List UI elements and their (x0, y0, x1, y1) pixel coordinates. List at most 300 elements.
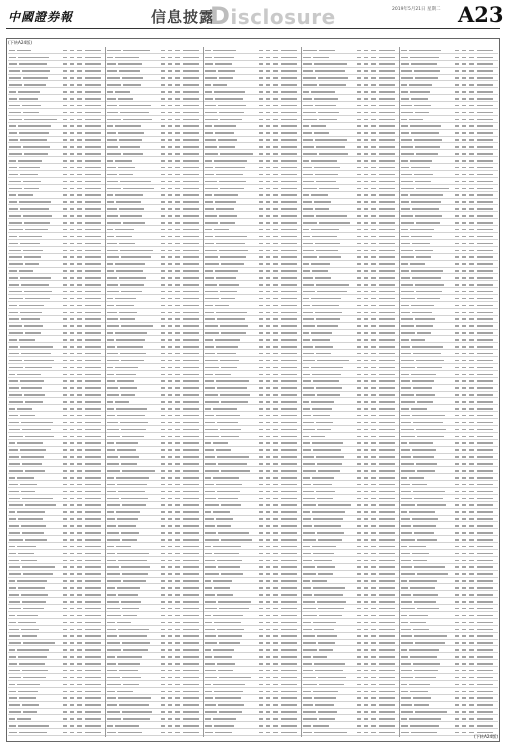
table-cell-text (9, 105, 20, 107)
table-row (8, 371, 105, 378)
table-cell-text (357, 560, 361, 562)
table-cell-text (161, 436, 165, 438)
table-cell-text (183, 360, 199, 362)
table-row (204, 702, 301, 709)
table-cell-text (379, 77, 395, 79)
table-cell-text (259, 250, 263, 252)
table-cell-text (175, 256, 180, 258)
table-cell-text (379, 194, 395, 196)
table-cell-text (21, 560, 37, 562)
table-cell-text (183, 256, 199, 258)
table-cell-text (462, 697, 466, 699)
table-cell-text (371, 174, 376, 176)
table-cell-text (281, 325, 297, 327)
table-cell-text (107, 222, 121, 224)
table-cell-text (455, 250, 459, 252)
table-cell-text (357, 201, 361, 203)
table-cell-text (168, 573, 172, 575)
table-cell-text (183, 573, 199, 575)
table-cell-text (168, 566, 172, 568)
table-cell-text (281, 546, 297, 548)
table-cell-text (107, 70, 117, 72)
table-cell-text (77, 663, 82, 665)
table-cell-text (161, 243, 165, 245)
table-cell-text (168, 394, 172, 396)
table-cell-text (9, 511, 15, 513)
table-cell-text (117, 553, 149, 555)
table-cell-text (183, 243, 199, 245)
table-cell-text (77, 125, 82, 127)
table-row (204, 564, 301, 571)
table-cell-text (357, 484, 361, 486)
table-cell-text (314, 629, 334, 631)
table-cell-text (218, 463, 247, 465)
table-cell-text (462, 498, 466, 500)
table-cell-text (303, 125, 309, 127)
table-cell-text (455, 436, 459, 438)
table-cell-text (281, 684, 297, 686)
table-row (400, 88, 498, 95)
table-cell-text (317, 498, 333, 500)
table-row (106, 226, 203, 233)
table-cell-text (266, 560, 270, 562)
table-cell-text (266, 580, 270, 582)
table-cell-text (175, 194, 180, 196)
table-cell-text (455, 70, 459, 72)
table-cell-text (118, 594, 138, 596)
table-cell-text (303, 463, 315, 465)
table-cell-text (303, 236, 310, 238)
table-cell-text (70, 367, 74, 369)
table-cell-text (117, 656, 142, 658)
table-cell-text (168, 525, 172, 527)
table-cell-text (20, 415, 35, 417)
table-cell-text (21, 491, 35, 493)
table-row (302, 330, 399, 337)
table-cell-text (9, 691, 16, 693)
table-cell-text (281, 566, 297, 568)
table-cell-text (107, 346, 115, 348)
table-cell-text (161, 504, 165, 506)
table-cell-text (123, 684, 139, 686)
table-cell-text (462, 167, 466, 169)
table-cell-text (259, 57, 263, 59)
table-cell-text (123, 84, 141, 86)
table-cell-text (379, 339, 395, 341)
table-cell-text (107, 318, 118, 320)
table-cell-text (455, 566, 459, 568)
table-cell-text (259, 63, 263, 65)
table-cell-text (217, 629, 244, 631)
table-cell-text (259, 263, 263, 265)
table-cell-text (9, 477, 15, 479)
table-cell-text (168, 560, 172, 562)
table-cell-text (259, 684, 263, 686)
table-cell-text (401, 63, 409, 65)
table-cell-text (63, 732, 67, 734)
table-cell-text (77, 77, 82, 79)
table-cell-text (9, 63, 17, 65)
table-cell-text (364, 649, 368, 651)
table-cell-text (183, 63, 199, 65)
table-cell-text (175, 725, 180, 727)
table-cell-text (205, 305, 213, 307)
table-cell-text (161, 250, 165, 252)
table-row (400, 598, 498, 605)
table-cell-text (462, 291, 466, 293)
table-cell-text (77, 360, 82, 362)
table-row (106, 288, 203, 295)
table-cell-text (303, 560, 312, 562)
table-cell-text (469, 518, 474, 520)
table-cell-text (221, 263, 244, 265)
table-row (302, 295, 399, 302)
table-cell-text (273, 498, 278, 500)
table-cell-text (371, 312, 376, 314)
table-cell-text (259, 367, 263, 369)
table-row (400, 578, 498, 585)
table-cell-text (183, 112, 199, 114)
table-row (106, 240, 203, 247)
table-cell-text (161, 188, 165, 190)
table-cell-text (259, 298, 263, 300)
table-cell-text (281, 532, 297, 534)
table-row (302, 612, 399, 619)
table-cell-text (77, 670, 82, 672)
table-cell-text (63, 718, 67, 720)
table-row (400, 171, 498, 178)
table-cell-text (175, 374, 180, 376)
table-row (204, 584, 301, 591)
table-cell-text (364, 284, 368, 286)
table-cell-text (70, 498, 74, 500)
table-cell-text (85, 250, 101, 252)
table-cell-text (85, 380, 101, 382)
table-cell-text (119, 635, 147, 637)
table-cell-text (371, 243, 376, 245)
table-cell-text (175, 697, 180, 699)
table-cell-text (315, 139, 347, 141)
table-cell-text (477, 360, 493, 362)
table-cell-text (117, 415, 145, 417)
table-cell-text (477, 691, 493, 693)
table-row (106, 412, 203, 419)
table-cell-text (107, 194, 113, 196)
table-cell-text (303, 346, 313, 348)
table-row (204, 247, 301, 254)
table-cell-text (303, 546, 310, 548)
table-cell-text (364, 339, 368, 341)
table-cell-text (401, 704, 412, 706)
table-cell-text (477, 484, 493, 486)
table-cell-text (455, 91, 459, 93)
table-cell-text (357, 546, 361, 548)
table-cell-text (107, 236, 114, 238)
table-cell-text (119, 277, 146, 279)
table-cell-text (303, 98, 312, 100)
table-cell-text (357, 188, 361, 190)
table-cell-text (259, 518, 263, 520)
table-cell-text (477, 573, 493, 575)
table-cell-text (273, 91, 278, 93)
table-cell-text (107, 215, 118, 217)
table-column (400, 47, 498, 737)
table-row (8, 702, 105, 709)
table-row (8, 281, 105, 288)
table-cell-text (317, 601, 346, 603)
table-cell-text (259, 463, 263, 465)
table-cell-text (220, 291, 237, 293)
table-cell-text (303, 291, 315, 293)
table-cell-text (21, 387, 42, 389)
table-cell-text (477, 256, 493, 258)
table-row (106, 550, 203, 557)
table-cell-text (357, 112, 361, 114)
table-row (204, 591, 301, 598)
table-cell-text (63, 312, 67, 314)
table-cell-text (168, 649, 172, 651)
table-row (204, 364, 301, 371)
table-cell-text (401, 105, 412, 107)
table-row (400, 688, 498, 695)
table-cell-text (357, 167, 361, 169)
table-cell-text (303, 670, 313, 672)
table-cell-text (317, 291, 347, 293)
table-cell-text (266, 139, 270, 141)
table-cell-text (161, 732, 165, 734)
table-cell-text (175, 498, 180, 500)
table-row (106, 522, 203, 529)
table-cell-text (183, 394, 199, 396)
table-cell-text (63, 422, 67, 424)
table-cell-text (469, 139, 474, 141)
table-cell-text (25, 298, 50, 300)
table-cell-text (259, 91, 263, 93)
table-cell-text (462, 635, 466, 637)
table-cell-text (273, 387, 278, 389)
table-row (204, 502, 301, 509)
table-cell-text (63, 684, 67, 686)
table-cell-text (357, 339, 361, 341)
table-cell-text (116, 511, 140, 513)
table-cell-text (379, 160, 395, 162)
table-cell-text (168, 387, 172, 389)
table-row (400, 330, 498, 337)
table-cell-text (9, 236, 17, 238)
table-cell-text (183, 387, 199, 389)
table-row (302, 95, 399, 102)
table-row (204, 130, 301, 137)
table-row (8, 330, 105, 337)
table-row (106, 323, 203, 330)
table-cell-text (401, 312, 410, 314)
table-cell-text (168, 194, 172, 196)
table-cell-text (379, 594, 395, 596)
table-cell-text (364, 215, 368, 217)
table-cell-text (77, 387, 82, 389)
table-cell-text (9, 601, 20, 603)
table-cell-text (63, 77, 67, 79)
table-cell-text (183, 77, 199, 79)
table-cell-text (77, 353, 82, 355)
table-cell-text (168, 663, 172, 665)
table-cell-text (118, 98, 133, 100)
table-cell-text (462, 318, 466, 320)
table-cell-text (413, 594, 438, 596)
table-cell-text (364, 656, 368, 658)
table-cell-text (107, 119, 121, 121)
table-cell-text (183, 553, 199, 555)
table-cell-text (281, 250, 297, 252)
table-cell-text (63, 511, 67, 513)
table-cell-text (371, 642, 376, 644)
table-cell-text (303, 684, 317, 686)
table-cell-text (273, 208, 278, 210)
table-cell-text (357, 312, 361, 314)
table-row (8, 205, 105, 212)
table-cell-text (364, 194, 368, 196)
table-cell-text (205, 463, 216, 465)
table-cell-text (77, 629, 82, 631)
table-cell-text (303, 353, 314, 355)
table-cell-text (63, 615, 67, 617)
table-cell-text (168, 339, 172, 341)
table-cell-text (107, 635, 117, 637)
table-cell-text (168, 725, 172, 727)
table-cell-text (455, 470, 459, 472)
table-cell-text (122, 77, 143, 79)
table-row (8, 522, 105, 529)
table-row (400, 633, 498, 640)
table-cell-text (25, 470, 45, 472)
table-cell-text (85, 312, 101, 314)
table-cell-text (281, 215, 297, 217)
table-cell-text (371, 277, 376, 279)
table-row (302, 54, 399, 61)
table-cell-text (183, 684, 199, 686)
table-cell-text (266, 188, 270, 190)
table-row (8, 137, 105, 144)
table-cell-text (281, 57, 297, 59)
table-cell-text (168, 250, 172, 252)
table-cell-text (303, 504, 316, 506)
table-cell-text (175, 408, 180, 410)
table-cell-text (175, 401, 180, 403)
table-cell-text (313, 415, 330, 417)
table-row (8, 336, 105, 343)
table-row (106, 185, 203, 192)
table-row (302, 529, 399, 536)
table-row (302, 605, 399, 612)
table-row (400, 371, 498, 378)
table-cell-text (70, 298, 74, 300)
table-cell-text (70, 112, 74, 114)
table-cell-text (63, 622, 67, 624)
table-row (302, 226, 399, 233)
table-row (8, 150, 105, 157)
table-cell-text (85, 649, 101, 651)
table-cell-text (266, 353, 270, 355)
table-cell-text (281, 119, 297, 121)
table-cell-text (9, 622, 16, 624)
table-cell-text (77, 201, 82, 203)
table-row (400, 557, 498, 564)
table-cell-text (70, 711, 74, 713)
table-cell-text (85, 146, 101, 148)
table-cell-text (259, 436, 263, 438)
table-cell-text (63, 63, 67, 65)
table-cell-text (161, 208, 165, 210)
table-cell-text (371, 470, 376, 472)
table-cell-text (168, 208, 172, 210)
table-cell-text (17, 580, 47, 582)
table-cell-text (183, 181, 199, 183)
table-row (302, 543, 399, 550)
table-cell-text (313, 380, 339, 382)
table-cell-text (123, 119, 152, 121)
table-cell-text (259, 284, 263, 286)
table-cell-text (281, 677, 297, 679)
table-cell-text (273, 677, 278, 679)
table-cell-text (161, 98, 165, 100)
table-cell-text (416, 394, 435, 396)
table-cell-text (63, 305, 67, 307)
table-cell-text (205, 50, 211, 52)
table-cell-text (24, 291, 52, 293)
table-row (106, 309, 203, 316)
table-cell-text (364, 243, 368, 245)
table-cell-text (371, 732, 376, 734)
section-title-en-initial: D (210, 2, 231, 30)
table-row (204, 488, 301, 495)
table-cell-text (266, 160, 270, 162)
table-cell-text (85, 105, 101, 107)
table-cell-text (63, 291, 67, 293)
table-cell-text (357, 601, 361, 603)
table-cell-text (161, 284, 165, 286)
table-cell-text (357, 91, 361, 93)
table-cell-text (161, 601, 165, 603)
table-cell-text (357, 539, 361, 541)
table-cell-text (455, 539, 459, 541)
table-cell-text (107, 353, 118, 355)
table-cell-text (120, 181, 151, 183)
table-row (106, 702, 203, 709)
table-cell-text (266, 629, 270, 631)
table-cell-text (364, 132, 368, 134)
table-cell-text (85, 332, 101, 334)
table-cell-text (85, 642, 101, 644)
table-cell-text (25, 504, 56, 506)
table-cell-text (379, 580, 395, 582)
table-cell-text (70, 422, 74, 424)
table-cell-text (303, 725, 311, 727)
table-cell-text (259, 608, 263, 610)
table-cell-text (281, 615, 297, 617)
table-cell-text (183, 332, 199, 334)
table-row (8, 240, 105, 247)
table-row (106, 447, 203, 454)
table-cell-text (314, 560, 332, 562)
table-row (204, 722, 301, 729)
table-cell-text (412, 449, 436, 451)
table-cell-text (168, 477, 172, 479)
table-row (302, 502, 399, 509)
table-cell-text (371, 615, 376, 617)
table-cell-text (364, 201, 368, 203)
table-cell-text (9, 504, 23, 506)
table-cell-text (401, 436, 415, 438)
